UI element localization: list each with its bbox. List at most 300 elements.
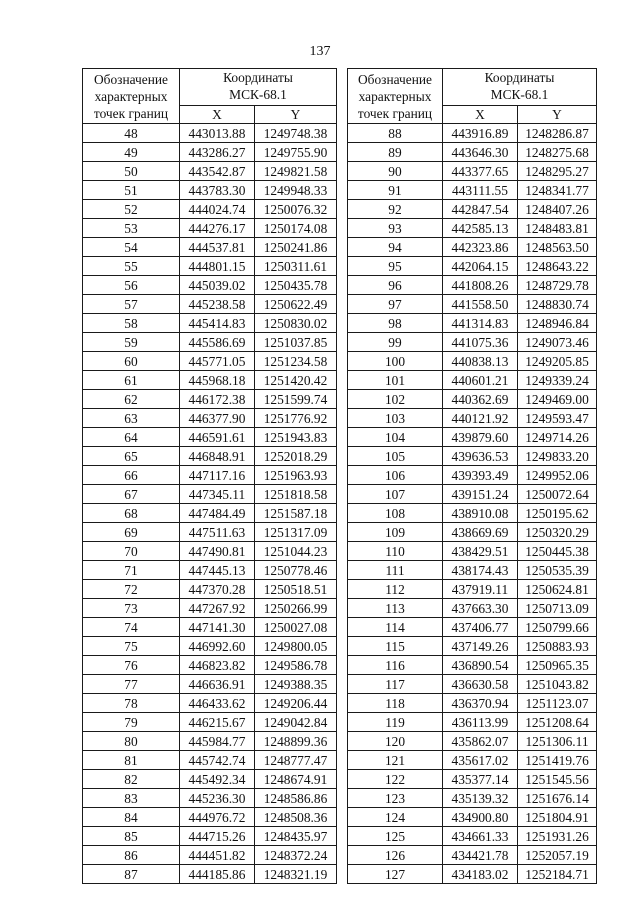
x-coordinate-cell: 439636.53 [443,447,518,466]
point-number-cell: 76 [83,656,180,675]
x-coordinate-cell: 439393.49 [443,466,518,485]
table-row [83,789,337,808]
point-number-cell: 51 [83,181,180,200]
table-row [83,143,337,162]
x-coordinate-cell: 444976.72 [180,808,255,827]
point-number-cell: 99 [348,333,443,352]
point-number-cell: 117 [348,675,443,694]
table-row [348,447,597,466]
point-number-cell: 86 [83,846,180,865]
y-coordinate-cell: 1248341.77 [518,181,597,200]
point-number-cell: 75 [83,637,180,656]
point-number-cell: 62 [83,390,180,409]
header-point-label-line3: точек границ [357,105,433,121]
y-coordinate-cell: 1249714.26 [518,428,597,447]
x-coordinate-cell: 435377.14 [443,770,518,789]
y-coordinate-cell: 1248321.19 [255,865,337,884]
point-number-cell: 70 [83,542,180,561]
y-coordinate-cell: 1249952.06 [518,466,597,485]
table-row [83,637,337,656]
y-coordinate-cell: 1250622.49 [255,295,337,314]
x-coordinate-cell: 440362.69 [443,390,518,409]
header-point-label-line3: точек границ [93,105,169,121]
point-number-cell: 48 [83,124,180,143]
point-number-cell: 50 [83,162,180,181]
header-coordinates [180,69,337,106]
point-number-cell: 126 [348,846,443,865]
table-row [348,143,597,162]
table-row [348,713,597,732]
table-row [83,466,337,485]
y-coordinate-cell: 1250883.93 [518,637,597,656]
x-coordinate-cell: 439879.60 [443,428,518,447]
point-number-cell: 113 [348,599,443,618]
point-number-cell: 127 [348,865,443,884]
y-coordinate-cell: 1251676.14 [518,789,597,808]
x-coordinate-cell: 447484.49 [180,504,255,523]
x-coordinate-cell: 440838.13 [443,352,518,371]
point-number-cell: 84 [83,808,180,827]
x-coordinate-cell: 446433.62 [180,694,255,713]
x-coordinate-cell: 443783.30 [180,181,255,200]
point-number-cell: 54 [83,238,180,257]
point-number-cell: 89 [348,143,443,162]
table-row [348,238,597,257]
table-row [348,694,597,713]
x-coordinate-cell: 446172.38 [180,390,255,409]
table-row [83,276,337,295]
y-coordinate-cell: 1249948.33 [255,181,337,200]
point-number-cell: 63 [83,409,180,428]
header-point-label-line1: Обозначение [358,71,432,87]
point-number-cell: 97 [348,295,443,314]
table-row [348,827,597,846]
y-coordinate-cell: 1249388.35 [255,675,337,694]
point-number-cell: 60 [83,352,180,371]
table-row [83,827,337,846]
table-row [83,257,337,276]
x-coordinate-cell: 434661.33 [443,827,518,846]
point-number-cell: 59 [83,333,180,352]
x-coordinate-cell: 440601.21 [443,371,518,390]
header-coordinates-line2: МСК-68.1 [490,87,549,102]
point-number-cell: 120 [348,732,443,751]
table-row [348,770,597,789]
table-row [348,200,597,219]
x-coordinate-cell: 444024.74 [180,200,255,219]
table-row [83,732,337,751]
table-row [83,238,337,257]
x-coordinate-cell: 442585.13 [443,219,518,238]
point-number-cell: 56 [83,276,180,295]
header-point-label [83,69,180,124]
x-coordinate-cell: 438910.08 [443,504,518,523]
y-coordinate-cell: 1249339.24 [518,371,597,390]
point-number-cell: 55 [83,257,180,276]
y-coordinate-cell: 1249755.90 [255,143,337,162]
x-coordinate-cell: 435139.32 [443,789,518,808]
x-coordinate-cell: 438174.43 [443,561,518,580]
header-point-label-line1: Обозначение [94,71,168,87]
y-coordinate-cell: 1251587.18 [255,504,337,523]
table-row [348,219,597,238]
y-coordinate-cell: 1248286.87 [518,124,597,143]
table-row [348,352,597,371]
point-number-cell: 91 [348,181,443,200]
x-coordinate-cell: 447267.92 [180,599,255,618]
table-row [348,618,597,637]
y-coordinate-cell: 1249205.85 [518,352,597,371]
table-row [348,485,597,504]
x-coordinate-cell: 436113.99 [443,713,518,732]
x-coordinate-cell: 443646.30 [443,143,518,162]
x-coordinate-cell: 447370.28 [180,580,255,599]
table-row [348,789,597,808]
y-coordinate-cell: 1248586.86 [255,789,337,808]
table-row [348,865,597,884]
y-coordinate-cell: 1250799.66 [518,618,597,637]
table-body-right [348,124,597,884]
table-row [348,390,597,409]
header-y: Y [518,106,597,124]
point-number-cell: 118 [348,694,443,713]
table-row [83,694,337,713]
table-body-left [83,124,337,884]
x-coordinate-cell: 446591.61 [180,428,255,447]
y-coordinate-cell: 1251044.23 [255,542,337,561]
y-coordinate-cell: 1248483.81 [518,219,597,238]
y-coordinate-cell: 1250320.29 [518,523,597,542]
x-coordinate-cell: 445039.02 [180,276,255,295]
table-row [348,751,597,770]
x-coordinate-cell: 445968.18 [180,371,255,390]
x-coordinate-cell: 445586.69 [180,333,255,352]
table-row [83,333,337,352]
x-coordinate-cell: 446215.67 [180,713,255,732]
coordinates-table-right [347,68,597,884]
point-number-cell: 94 [348,238,443,257]
x-coordinate-cell: 434900.80 [443,808,518,827]
point-number-cell: 110 [348,542,443,561]
x-coordinate-cell: 443377.65 [443,162,518,181]
x-coordinate-cell: 444801.15 [180,257,255,276]
x-coordinate-cell: 447345.11 [180,485,255,504]
point-number-cell: 105 [348,447,443,466]
table-row [83,751,337,770]
y-coordinate-cell: 1248777.47 [255,751,337,770]
y-coordinate-cell: 1248899.36 [255,732,337,751]
table-row [83,846,337,865]
x-coordinate-cell: 445771.05 [180,352,255,371]
table-row [348,295,597,314]
x-coordinate-cell: 443286.27 [180,143,255,162]
table-row [83,504,337,523]
x-coordinate-cell: 444185.86 [180,865,255,884]
table-row [83,618,337,637]
table-row [348,333,597,352]
x-coordinate-cell: 437919.11 [443,580,518,599]
x-coordinate-cell: 436370.94 [443,694,518,713]
point-number-cell: 123 [348,789,443,808]
y-coordinate-cell: 1250241.86 [255,238,337,257]
y-coordinate-cell: 1248563.50 [518,238,597,257]
table-row [83,124,337,143]
point-number-cell: 96 [348,276,443,295]
point-number-cell: 114 [348,618,443,637]
x-coordinate-cell: 436630.58 [443,675,518,694]
y-coordinate-cell: 1250311.61 [255,257,337,276]
y-coordinate-cell: 1251037.85 [255,333,337,352]
table-row [83,371,337,390]
table-row [83,428,337,447]
point-number-cell: 100 [348,352,443,371]
header-coordinates-line1: Координаты [484,70,555,85]
table-row [348,561,597,580]
x-coordinate-cell: 446636.91 [180,675,255,694]
point-number-cell: 81 [83,751,180,770]
table-row [348,124,597,143]
x-coordinate-cell: 441314.83 [443,314,518,333]
point-number-cell: 85 [83,827,180,846]
x-coordinate-cell: 444537.81 [180,238,255,257]
x-coordinate-cell: 447511.63 [180,523,255,542]
point-number-cell: 64 [83,428,180,447]
x-coordinate-cell: 441075.36 [443,333,518,352]
point-number-cell: 66 [83,466,180,485]
point-number-cell: 116 [348,656,443,675]
y-coordinate-cell: 1249821.58 [255,162,337,181]
x-coordinate-cell: 446848.91 [180,447,255,466]
point-number-cell: 79 [83,713,180,732]
y-coordinate-cell: 1250445.38 [518,542,597,561]
table-row [348,162,597,181]
y-coordinate-cell: 1251419.76 [518,751,597,770]
point-number-cell: 95 [348,257,443,276]
point-number-cell: 115 [348,637,443,656]
table-row [348,371,597,390]
point-number-cell: 58 [83,314,180,333]
y-coordinate-cell: 1251317.09 [255,523,337,542]
table-row [348,656,597,675]
table-row [83,200,337,219]
y-coordinate-cell: 1251420.42 [255,371,337,390]
table-row [348,846,597,865]
table-row [348,675,597,694]
point-number-cell: 109 [348,523,443,542]
point-number-cell: 53 [83,219,180,238]
y-coordinate-cell: 1251545.56 [518,770,597,789]
point-number-cell: 121 [348,751,443,770]
x-coordinate-cell: 447445.13 [180,561,255,580]
table-row [348,580,597,599]
table-row [83,561,337,580]
table-row [83,485,337,504]
y-coordinate-cell: 1248729.78 [518,276,597,295]
point-number-cell: 119 [348,713,443,732]
y-coordinate-cell: 1248674.91 [255,770,337,789]
x-coordinate-cell: 443013.88 [180,124,255,143]
y-coordinate-cell: 1248407.26 [518,200,597,219]
y-coordinate-cell: 1250266.99 [255,599,337,618]
x-coordinate-cell: 442847.54 [443,200,518,219]
y-coordinate-cell: 1250535.39 [518,561,597,580]
x-coordinate-cell: 438669.69 [443,523,518,542]
y-coordinate-cell: 1249073.46 [518,333,597,352]
x-coordinate-cell: 440121.92 [443,409,518,428]
table-row [348,466,597,485]
x-coordinate-cell: 437663.30 [443,599,518,618]
x-coordinate-cell: 443111.55 [443,181,518,200]
y-coordinate-cell: 1250174.08 [255,219,337,238]
table-row [348,732,597,751]
point-number-cell: 104 [348,428,443,447]
y-coordinate-cell: 1250435.78 [255,276,337,295]
table-row [83,523,337,542]
point-number-cell: 112 [348,580,443,599]
x-coordinate-cell: 437149.26 [443,637,518,656]
page-number: 137 [309,44,331,59]
table-row [83,808,337,827]
y-coordinate-cell: 1251776.92 [255,409,337,428]
table-row [348,542,597,561]
table-row [83,675,337,694]
table-row [83,770,337,789]
y-coordinate-cell: 1249593.47 [518,409,597,428]
x-coordinate-cell: 443916.89 [443,124,518,143]
point-number-cell: 68 [83,504,180,523]
y-coordinate-cell: 1248435.97 [255,827,337,846]
table-row [83,656,337,675]
x-coordinate-cell: 445236.30 [180,789,255,808]
y-coordinate-cell: 1249042.84 [255,713,337,732]
y-coordinate-cell: 1251818.58 [255,485,337,504]
point-number-cell: 73 [83,599,180,618]
point-number-cell: 82 [83,770,180,789]
x-coordinate-cell: 436890.54 [443,656,518,675]
point-number-cell: 61 [83,371,180,390]
point-number-cell: 71 [83,561,180,580]
x-coordinate-cell: 437406.77 [443,618,518,637]
y-coordinate-cell: 1251931.26 [518,827,597,846]
x-coordinate-cell: 444276.17 [180,219,255,238]
table-row [83,390,337,409]
point-number-cell: 111 [348,561,443,580]
y-coordinate-cell: 1250778.46 [255,561,337,580]
coordinates-table-left [82,68,337,884]
y-coordinate-cell: 1250076.32 [255,200,337,219]
point-number-cell: 107 [348,485,443,504]
x-coordinate-cell: 445742.74 [180,751,255,770]
point-number-cell: 87 [83,865,180,884]
y-coordinate-cell: 1250518.51 [255,580,337,599]
x-coordinate-cell: 446377.90 [180,409,255,428]
header-coordinates-line1: Координаты [223,70,293,85]
header-x: X [443,106,518,124]
y-coordinate-cell: 1250072.64 [518,485,597,504]
table-row [348,181,597,200]
y-coordinate-cell: 1250713.09 [518,599,597,618]
point-number-cell: 80 [83,732,180,751]
point-number-cell: 77 [83,675,180,694]
table-row [83,219,337,238]
table-row [83,713,337,732]
point-number-cell: 103 [348,409,443,428]
header-point-label-line2: характерных [94,88,168,104]
table-row [83,599,337,618]
y-coordinate-cell: 1248830.74 [518,295,597,314]
x-coordinate-cell: 439151.24 [443,485,518,504]
x-coordinate-cell: 441558.50 [443,295,518,314]
table-row [348,314,597,333]
x-coordinate-cell: 447141.30 [180,618,255,637]
point-number-cell: 92 [348,200,443,219]
table-row [348,428,597,447]
y-coordinate-cell: 1249833.20 [518,447,597,466]
y-coordinate-cell: 1250195.62 [518,504,597,523]
y-coordinate-cell: 1250965.35 [518,656,597,675]
table-row [348,409,597,428]
x-coordinate-cell: 443542.87 [180,162,255,181]
point-number-cell: 65 [83,447,180,466]
point-number-cell: 72 [83,580,180,599]
y-coordinate-cell: 1252184.71 [518,865,597,884]
point-number-cell: 102 [348,390,443,409]
point-number-cell: 101 [348,371,443,390]
y-coordinate-cell: 1249800.05 [255,637,337,656]
x-coordinate-cell: 446992.60 [180,637,255,656]
point-number-cell: 88 [348,124,443,143]
point-number-cell: 49 [83,143,180,162]
point-number-cell: 106 [348,466,443,485]
table-row [348,637,597,656]
header-point-label [348,69,443,124]
x-coordinate-cell: 435617.02 [443,751,518,770]
y-coordinate-cell: 1252018.29 [255,447,337,466]
table-row [83,181,337,200]
header-y: Y [255,106,337,124]
point-number-cell: 93 [348,219,443,238]
table-row [83,314,337,333]
x-coordinate-cell: 438429.51 [443,542,518,561]
point-number-cell: 67 [83,485,180,504]
x-coordinate-cell: 435862.07 [443,732,518,751]
x-coordinate-cell: 447490.81 [180,542,255,561]
table-row [348,808,597,827]
x-coordinate-cell: 445492.34 [180,770,255,789]
y-coordinate-cell: 1251306.11 [518,732,597,751]
y-coordinate-cell: 1248295.27 [518,162,597,181]
x-coordinate-cell: 442064.15 [443,257,518,276]
x-coordinate-cell: 445414.83 [180,314,255,333]
x-coordinate-cell: 447117.16 [180,466,255,485]
y-coordinate-cell: 1249586.78 [255,656,337,675]
table-row [83,542,337,561]
header-point-label-line2: характерных [358,88,432,104]
y-coordinate-cell: 1249206.44 [255,694,337,713]
y-coordinate-cell: 1248372.24 [255,846,337,865]
header-x: X [180,106,255,124]
x-coordinate-cell: 446823.82 [180,656,255,675]
table-row [348,504,597,523]
point-number-cell: 57 [83,295,180,314]
y-coordinate-cell: 1251963.93 [255,466,337,485]
x-coordinate-cell: 434183.02 [443,865,518,884]
point-number-cell: 122 [348,770,443,789]
table-row [83,352,337,371]
y-coordinate-cell: 1249469.00 [518,390,597,409]
point-number-cell: 124 [348,808,443,827]
point-number-cell: 90 [348,162,443,181]
